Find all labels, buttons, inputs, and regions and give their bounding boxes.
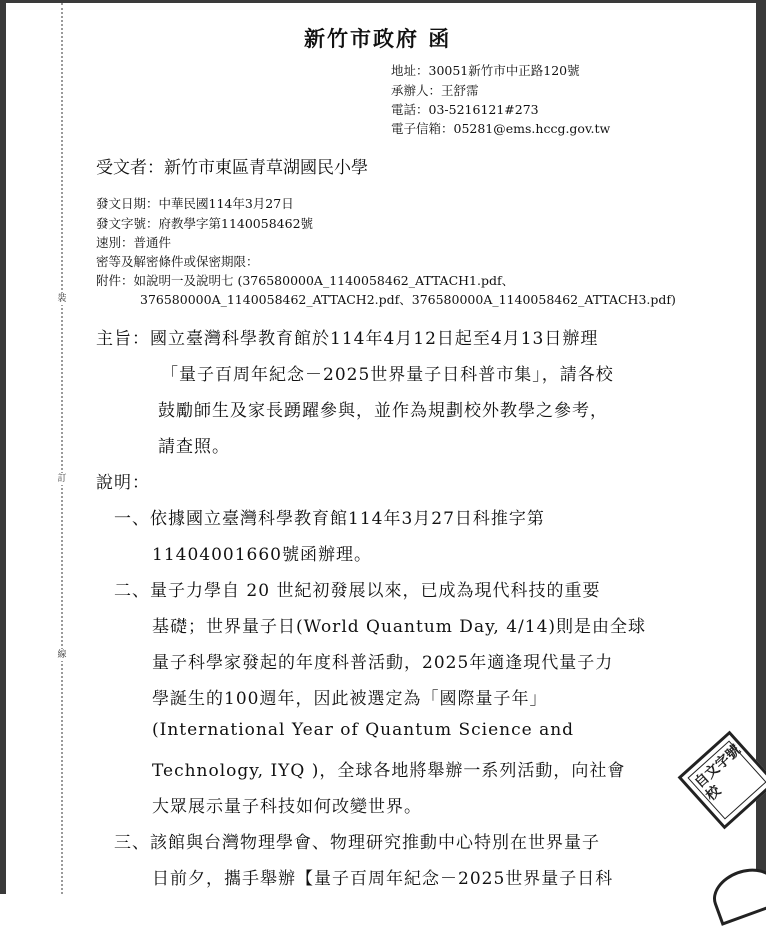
subject-line4: 請查照。 — [158, 437, 230, 457]
window-frame-right — [756, 0, 766, 894]
meta-secrecy: 密等及解密條件或保密期限： — [96, 254, 259, 269]
explanation-item2-line3: 量子科學家發起的年度科普活動，2025年適逢現代量子力 — [152, 653, 614, 673]
explanation-item1-line1: 一、依據國立臺灣科學教育館114年3月27日科推字第 — [114, 509, 545, 529]
binding-mark-xian: 線 — [57, 650, 67, 660]
meta-date: 發文日期：中華民國114年3月27日 — [96, 196, 294, 211]
explanation-item1-line2: 11404001660號函辦理。 — [152, 545, 372, 565]
subject-line3: 鼓勵師生及家長踴躍參與，並作為規劃校外教學之參考， — [158, 401, 608, 421]
meta-attachment-line1: 附件：如說明一及說明七 (376580000A_1140058462_ATTACH1.pdf、 — [96, 273, 515, 288]
explanation-item2-line6: Technology, IYQ )，全球各地將舉辦一系列活動，向社會 — [152, 761, 626, 781]
recipient: 受文者：新竹市東區青草湖國民小學 — [96, 158, 368, 178]
explanation-item2-line1: 二、量子力學自 20 世紀初發展以來，已成為現代科技的重要 — [114, 581, 601, 601]
explanation-item3-line1: 三、該館與台灣物理學會、物理研究推動中心特別在世界量子 — [114, 833, 600, 853]
meta-doc-number: 發文字號：府教學字第1140058462號 — [96, 216, 314, 231]
meta-attachment-line2: 376580000A_1140058462_ATTACH2.pdf、376580000A_1140058462_ATTACH3.pdf) — [140, 292, 676, 307]
binding-line — [61, 3, 63, 894]
contact-address: 地址：30051新竹市中正路120號 — [391, 63, 580, 78]
explanation-item2-line2: 基礎；世界量子日(World Quantum Day, 4/14)則是由全球 — [152, 617, 647, 637]
subject-line1: 主旨：國立臺灣科學教育館於114年4月12日起至4月13日辦理 — [96, 329, 599, 349]
explanation-item2-line7: 大眾展示量子科技如何改變世界。 — [152, 797, 422, 817]
explanation-item3-line2: 日前夕，攜手舉辦【量子百周年紀念－2025世界量子日科 — [152, 869, 614, 889]
contact-email: 電子信箱：05281@ems.hccg.gov.tw — [391, 121, 611, 136]
explanation-item2-line4: 學誕生的100週年，因此被選定為「國際量子年」 — [152, 689, 548, 709]
explanation-item2-line5: (International Year of Quantum Science and — [152, 720, 575, 740]
official-seal-text: 自文字號校 — [691, 742, 744, 805]
binding-mark-zhuang: 裝 — [57, 294, 67, 304]
contact-handler: 承辦人：王舒霈 — [391, 83, 479, 98]
document-title: 新竹市政府 函 — [304, 26, 452, 51]
subject-line2: 「量子百周年紀念－2025世界量子日科普市集」，請各校 — [161, 365, 614, 385]
binding-mark-ding: 訂 — [57, 474, 67, 484]
contact-phone: 電話：03-5216121#273 — [391, 102, 539, 117]
meta-speed: 速別：普通件 — [96, 235, 172, 250]
document-page — [6, 3, 756, 894]
explanation-heading: 說明： — [96, 473, 150, 493]
